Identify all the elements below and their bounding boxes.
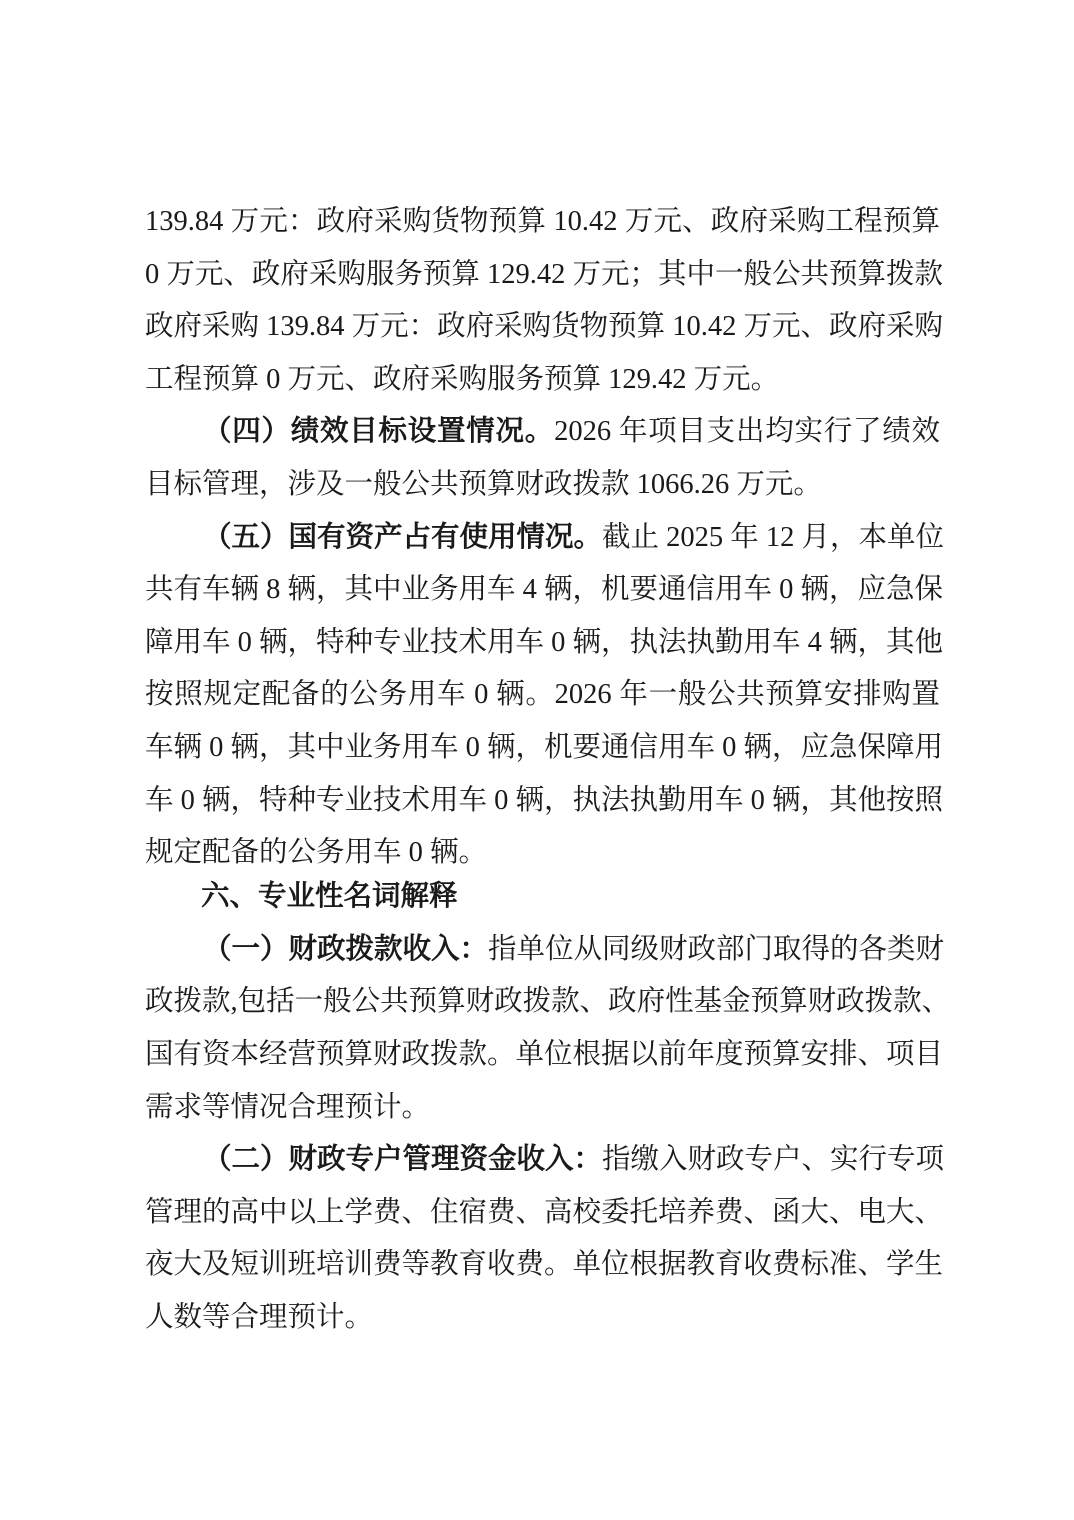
text-line: 按照规定配备的公务用车 0 辆。2026 年一般公共预算安排购置 [145, 679, 940, 711]
text-line: 政拨款,包括一般公共预算财政拨款、政府性基金预算财政拨款、 [145, 986, 951, 1018]
text-line [145, 406, 940, 459]
text-span: 指缴入财政专户、实行专项 [602, 1144, 945, 1176]
text-line [145, 924, 945, 977]
paragraph-state-assets [145, 512, 945, 880]
definition-fiscal-appropriation [145, 924, 951, 1134]
section-heading: 六、专业性名词解释 [201, 878, 458, 912]
document-page [145, 196, 951, 1344]
text-span: 指单位从同级财政部门取得的各类财 [488, 933, 945, 965]
text-line: 障用车 0 辆，特种专业技术用车 0 辆，执法执勤用车 4 辆，其他 [145, 626, 944, 658]
text-line: 管理的高中以上学费、住宿费、高校委托培养费、函大、电大、 [145, 1196, 944, 1228]
text-line [145, 512, 945, 565]
text-line: 车辆 0 辆，其中业务用车 0 辆，机要通信用车 0 辆，应急保障用 [145, 731, 944, 763]
definition-term: （一）财政拨款收入： [203, 933, 489, 965]
text-line: 0 万元、政府采购服务预算 129.42 万元；其中一般公共预算拨款 [145, 258, 944, 290]
definition-term: （二）财政专户管理资金收入： [203, 1144, 603, 1176]
text-line: 夜大及短训班培训费等教育收费。单位根据教育收费标准、学生 [145, 1249, 944, 1281]
text-line: 共有车辆 8 辆，其中业务用车 4 辆，机要通信用车 0 辆，应急保 [145, 574, 944, 606]
paragraph-lead: （四）绩效目标设置情况。 [203, 416, 555, 448]
text-line [145, 1134, 945, 1187]
text-line: 需求等情况合理预计。 [145, 1091, 431, 1123]
text-line: 规定配备的公务用车 0 辆。 [145, 837, 488, 869]
text-span: 2026 年项目支出均实行了绩效 [554, 416, 940, 448]
text-line: 目标管理，涉及一般公共预算财政拨款 1066.26 万元。 [145, 468, 822, 500]
text-line: 国有资本经营预算财政拨款。单位根据以前年度预算安排、项目 [145, 1038, 944, 1070]
text-line: 工程预算 0 万元、政府采购服务预算 129.42 万元。 [145, 363, 780, 395]
definition-special-account-income [145, 1134, 945, 1344]
text-line: 车 0 辆，特种专业技术用车 0 辆，执法执勤用车 0 辆，其他按照 [145, 784, 944, 816]
text-line: 人数等合理预计。 [145, 1301, 374, 1333]
text-line: 139.84 万元：政府采购货物预算 10.42 万元、政府采购工程预算 [145, 206, 940, 237]
paragraph-performance-targets [145, 406, 940, 511]
text-line: 政府采购 139.84 万元：政府采购货物预算 10.42 万元、政府采购 [145, 311, 944, 343]
text-span: 截止 2025 年 12 月，本单位 [602, 521, 945, 553]
paragraph-lead: （五）国有资产占有使用情况。 [203, 521, 603, 553]
paragraph-procurement [145, 196, 944, 406]
